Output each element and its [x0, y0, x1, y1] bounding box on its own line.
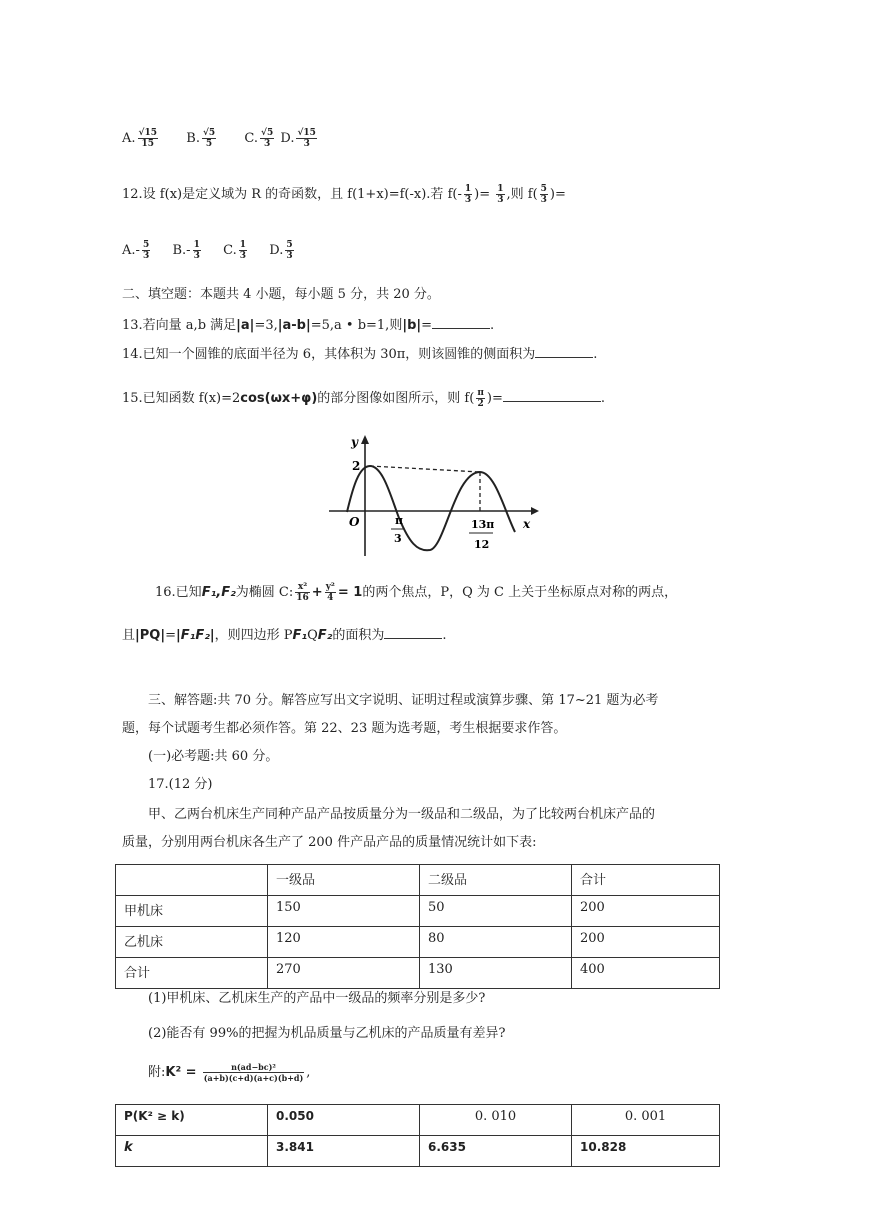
section-2-header: 二、填空题：本题共 4 小题，每小题 5 分，共 20 分。 [122, 287, 440, 302]
q17-text-2: 质量，分别用两台机床各生产了 200 件产品产品的质量情况统计如下表: [122, 835, 537, 850]
origin-label: O [349, 515, 360, 529]
q17-sub-2: (2)能否有 99%的把握为机品质量与乙机床的产品质量有差异? [148, 1026, 506, 1041]
table-row: 甲机床 150 50 200 [116, 896, 720, 927]
table-row: P(K² ≥ k) 0.050 0. 010 0. 001 [116, 1105, 720, 1136]
cosine-curve [347, 466, 515, 550]
tick-2-num: 13π [471, 518, 495, 531]
section-3-line-2: 题，每个试题考生都必须作答。第 22、23 题为选考题，考生根据要求作答。 [122, 721, 567, 736]
q17-text-1: 甲、乙两台机床生产同种产品产品按质量分为一级品和二级品，为了比较两台机床产品的 [148, 807, 656, 822]
compulsory-header: (一)必考题:共 60 分。 [148, 749, 279, 764]
y-axis-arrow [361, 435, 369, 444]
x-axis-arrow [531, 507, 539, 515]
q17-title: 17.(12 分) [148, 777, 213, 792]
formula-line: 附:K² = $\frac{\text{n(ad−bc)²}}{(a+b)(c+d)(a+c)(b+d)}$ , [148, 1062, 311, 1083]
chi-square-table [115, 1104, 720, 1167]
option-a-label: A. [122, 131, 136, 146]
q12-options: A.- $\frac{5}{3}$ B.- $\frac{1}{3}$ C. $\frac{1}{3}$ D. $\frac{5}{3}$ [122, 240, 293, 261]
q13-stem: 13.若向量 a,b 满足|a|=3,|a-b|=5,a • b=1,则|b|= . [122, 318, 495, 333]
q14-stem: 14.已知一个圆锥的底面半径为 6，其体积为 30π，则该圆锥的侧面积为 . [122, 347, 598, 362]
q11-options [122, 128, 319, 149]
q12-stem: 12.设 f(x)是定义域为 R 的奇函数，且 f(1+x)=f(-x).若 f(- $\frac{1}{3}$ )= $\frac{1}{3}$ ,则 f( $\frac{5}{3}$ )= [122, 184, 566, 205]
peak-value-label: 2 [352, 459, 361, 473]
option-c-label: C. [244, 131, 259, 146]
q16-line-1: 16.已知F₁,F₂为椭圆 C: $\frac{\text{x²}}{16}$ + $\frac{\text{y²}}{4}$ = 1的两个焦点，P，Q 为 C 上关于坐标原点对称的两点， [155, 582, 678, 603]
function-graph [325, 432, 545, 562]
answer-blank[interactable] [503, 389, 601, 402]
option-d-label: D. [280, 131, 295, 146]
q15-stem: 15.已知函数 f(x)=2cos(ωx+φ)的部分图像如图所示，则 f( $\frac{\pi}{2}$ )= . [122, 388, 606, 409]
table-row: 合计 270 130 400 [116, 958, 720, 989]
option-b-label: B. [186, 131, 200, 146]
table-header-row: 一级品 二级品 合计 [116, 865, 720, 896]
answer-blank[interactable] [535, 345, 593, 358]
machine-quality-table [115, 864, 720, 989]
option-a-fraction: $\frac{√15}{15}$ [138, 128, 157, 149]
tick-1-num: π [395, 514, 404, 527]
x-axis-label: x [523, 517, 531, 531]
option-d-fraction: $\frac{√15}{3}$ [297, 128, 316, 149]
y-axis-label: y [351, 435, 358, 449]
peak-dashed-line [370, 466, 480, 472]
option-c-fraction: $\frac{√5}{3}$ [261, 128, 274, 149]
table-row: 乙机床 120 80 200 [116, 927, 720, 958]
tick-2-den: 12 [474, 538, 490, 551]
section-3-line-1: 三、解答题:共 70 分。解答应写出文字说明、证明过程或演算步骤、第 17~21 题为必考 [148, 693, 659, 708]
answer-blank[interactable] [384, 626, 442, 639]
q17-sub-1: (1)甲机床、乙机床生产的产品中一级品的频率分别是多少? [148, 991, 486, 1006]
tick-1-den: 3 [394, 532, 402, 545]
table-row: k 3.841 6.635 10.828 [116, 1136, 720, 1167]
option-b-fraction: $\frac{√5}{5}$ [202, 128, 216, 149]
q16-line-2: 且|PQ|=|F₁F₂|，则四边形 PF₁QF₂的面积为 . [122, 628, 447, 643]
answer-blank[interactable] [432, 316, 490, 329]
